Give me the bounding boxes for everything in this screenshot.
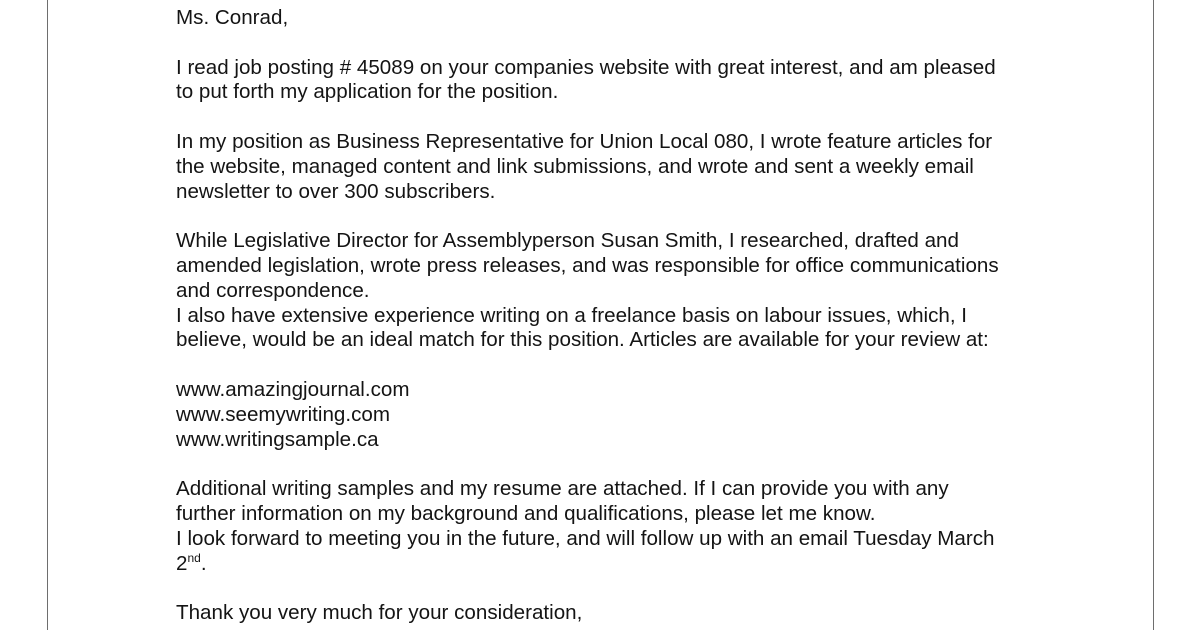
paragraph-2-line-2: the website, managed content and link submissions, and wrote and sent a weekly email xyxy=(176,154,974,178)
sample-link-1: www.amazingjournal.com xyxy=(176,377,410,401)
page-left-border xyxy=(47,0,48,630)
paragraph-spacer xyxy=(176,576,1076,601)
paragraph-3-line-1: While Legislative Director for Assemblyperson Susan Smith, I researched, drafted and xyxy=(176,229,959,253)
paragraph-spacer xyxy=(176,31,1076,56)
sample-link-2: www.seemywriting.com xyxy=(176,402,390,426)
sample-link-3: www.writingsample.ca xyxy=(176,427,379,451)
paragraph-spacer xyxy=(176,105,1076,130)
salutation: Ms. Conrad, xyxy=(176,6,289,29)
paragraph-3-line-5: believe, would be an ideal match for this position. Articles are available for your review at: xyxy=(176,328,989,352)
paragraph-2-line-3: newsletter to over 300 subscribers. xyxy=(176,179,496,203)
paragraph-spacer xyxy=(176,353,1076,378)
date-period: . xyxy=(200,551,207,575)
paragraph-3-line-3: and correspondence. xyxy=(176,278,370,302)
paragraph-4-line-2: further information on my background and qualifications, please let me know. xyxy=(176,501,876,525)
paragraph-1-line-2: to put forth my application for the position. xyxy=(176,80,559,104)
date-day: 2 xyxy=(176,551,188,575)
paragraph-spacer xyxy=(176,452,1076,477)
paragraph-spacer xyxy=(176,204,1076,229)
page-right-border xyxy=(1153,0,1154,630)
cover-letter-body xyxy=(176,6,1076,626)
paragraph-4-line-3: I look forward to meeting you in the future, and will follow up with an email Tuesday March xyxy=(176,526,995,550)
date-ordinal-suffix: nd xyxy=(187,550,201,565)
closing-line: Thank you very much for your consideration, xyxy=(176,601,583,625)
follow-up-date xyxy=(176,552,1076,577)
paragraph-3-line-2: amended legislation, wrote press releases, and was responsible for office communications xyxy=(176,253,999,277)
paragraph-1-line-1: I read job posting # 45089 on your companies website with great interest, and am pleased xyxy=(176,55,996,79)
paragraph-3-line-4: I also have extensive experience writing on a freelance basis on labour issues, which, I xyxy=(176,303,968,327)
paragraph-4-line-1: Additional writing samples and my resume are attached. If I can provide you with any xyxy=(176,477,949,501)
paragraph-2-line-1: In my position as Business Representative for Union Local 080, I wrote feature articles for xyxy=(176,129,993,153)
